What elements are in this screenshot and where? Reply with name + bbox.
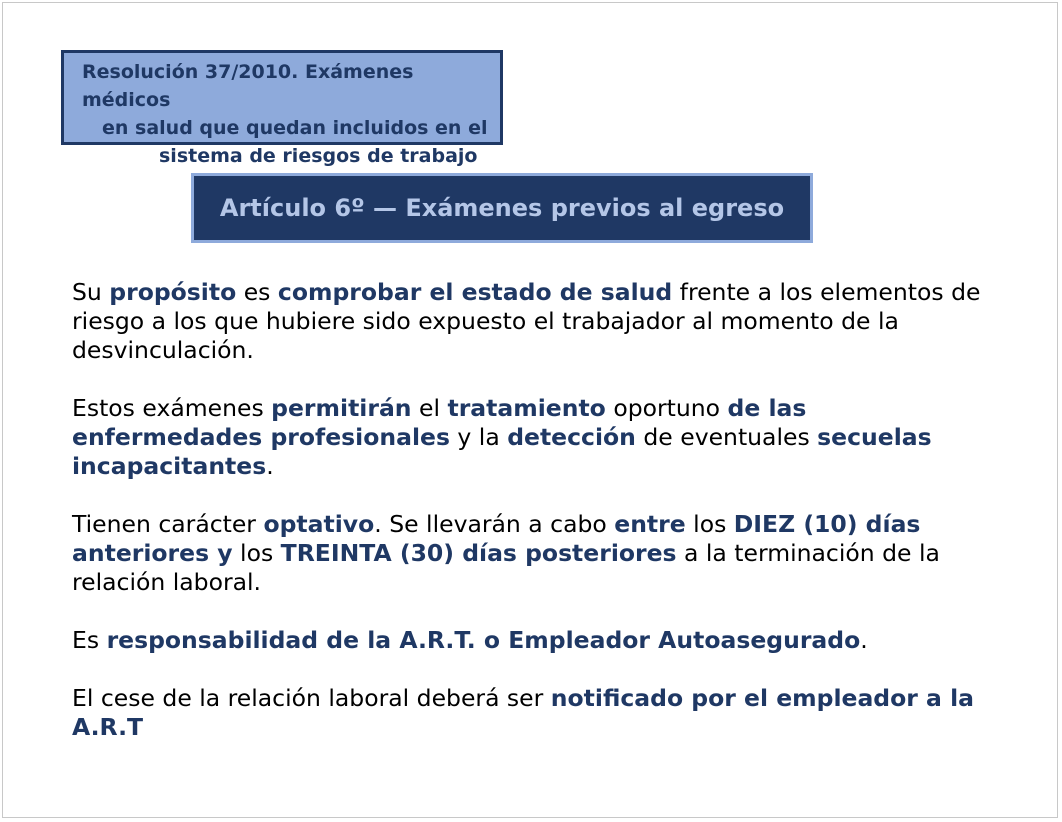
- article-title-banner: [191, 173, 813, 243]
- paragraph-treatment: Estos exámenes permitirán el tratamiento oportuno de las enfermedades profesionales y la detección de eventuales secuelas incapacitantes.: [72, 394, 932, 480]
- paragraph-responsibility: Es responsabilidad de la A.R.T. o Empleador Autoasegurado.: [72, 626, 868, 654]
- slide: [2, 2, 1058, 818]
- paragraph-timing: Tienen carácter optativo. Se llevarán a cabo entre los DIEZ (10) días anteriores y los TREINTA (30) días posteriores a la terminación de la relación laboral.: [72, 510, 940, 596]
- article-body: [72, 278, 992, 771]
- article-title: Artículo 6º — Exámenes previos al egreso: [219, 194, 785, 222]
- resolution-header-line-2: en salud que quedan incluidos en el: [102, 117, 488, 139]
- paragraph-purpose: Su propósito es comprobar el estado de salud frente a los elementos de riesgo a los que hubiere sido expuesto el trabajador al momento de la desvinculación.: [72, 278, 981, 364]
- resolution-header: [61, 50, 503, 167]
- resolution-header-line-1: Resolución 37/2010. Exámenes médicos: [82, 61, 414, 111]
- resolution-header-line-3: sistema de riesgos de trabajo: [159, 145, 478, 167]
- paragraph-notification: El cese de la relación laboral deberá ser notificado por el empleador a la A.R.T: [72, 684, 974, 741]
